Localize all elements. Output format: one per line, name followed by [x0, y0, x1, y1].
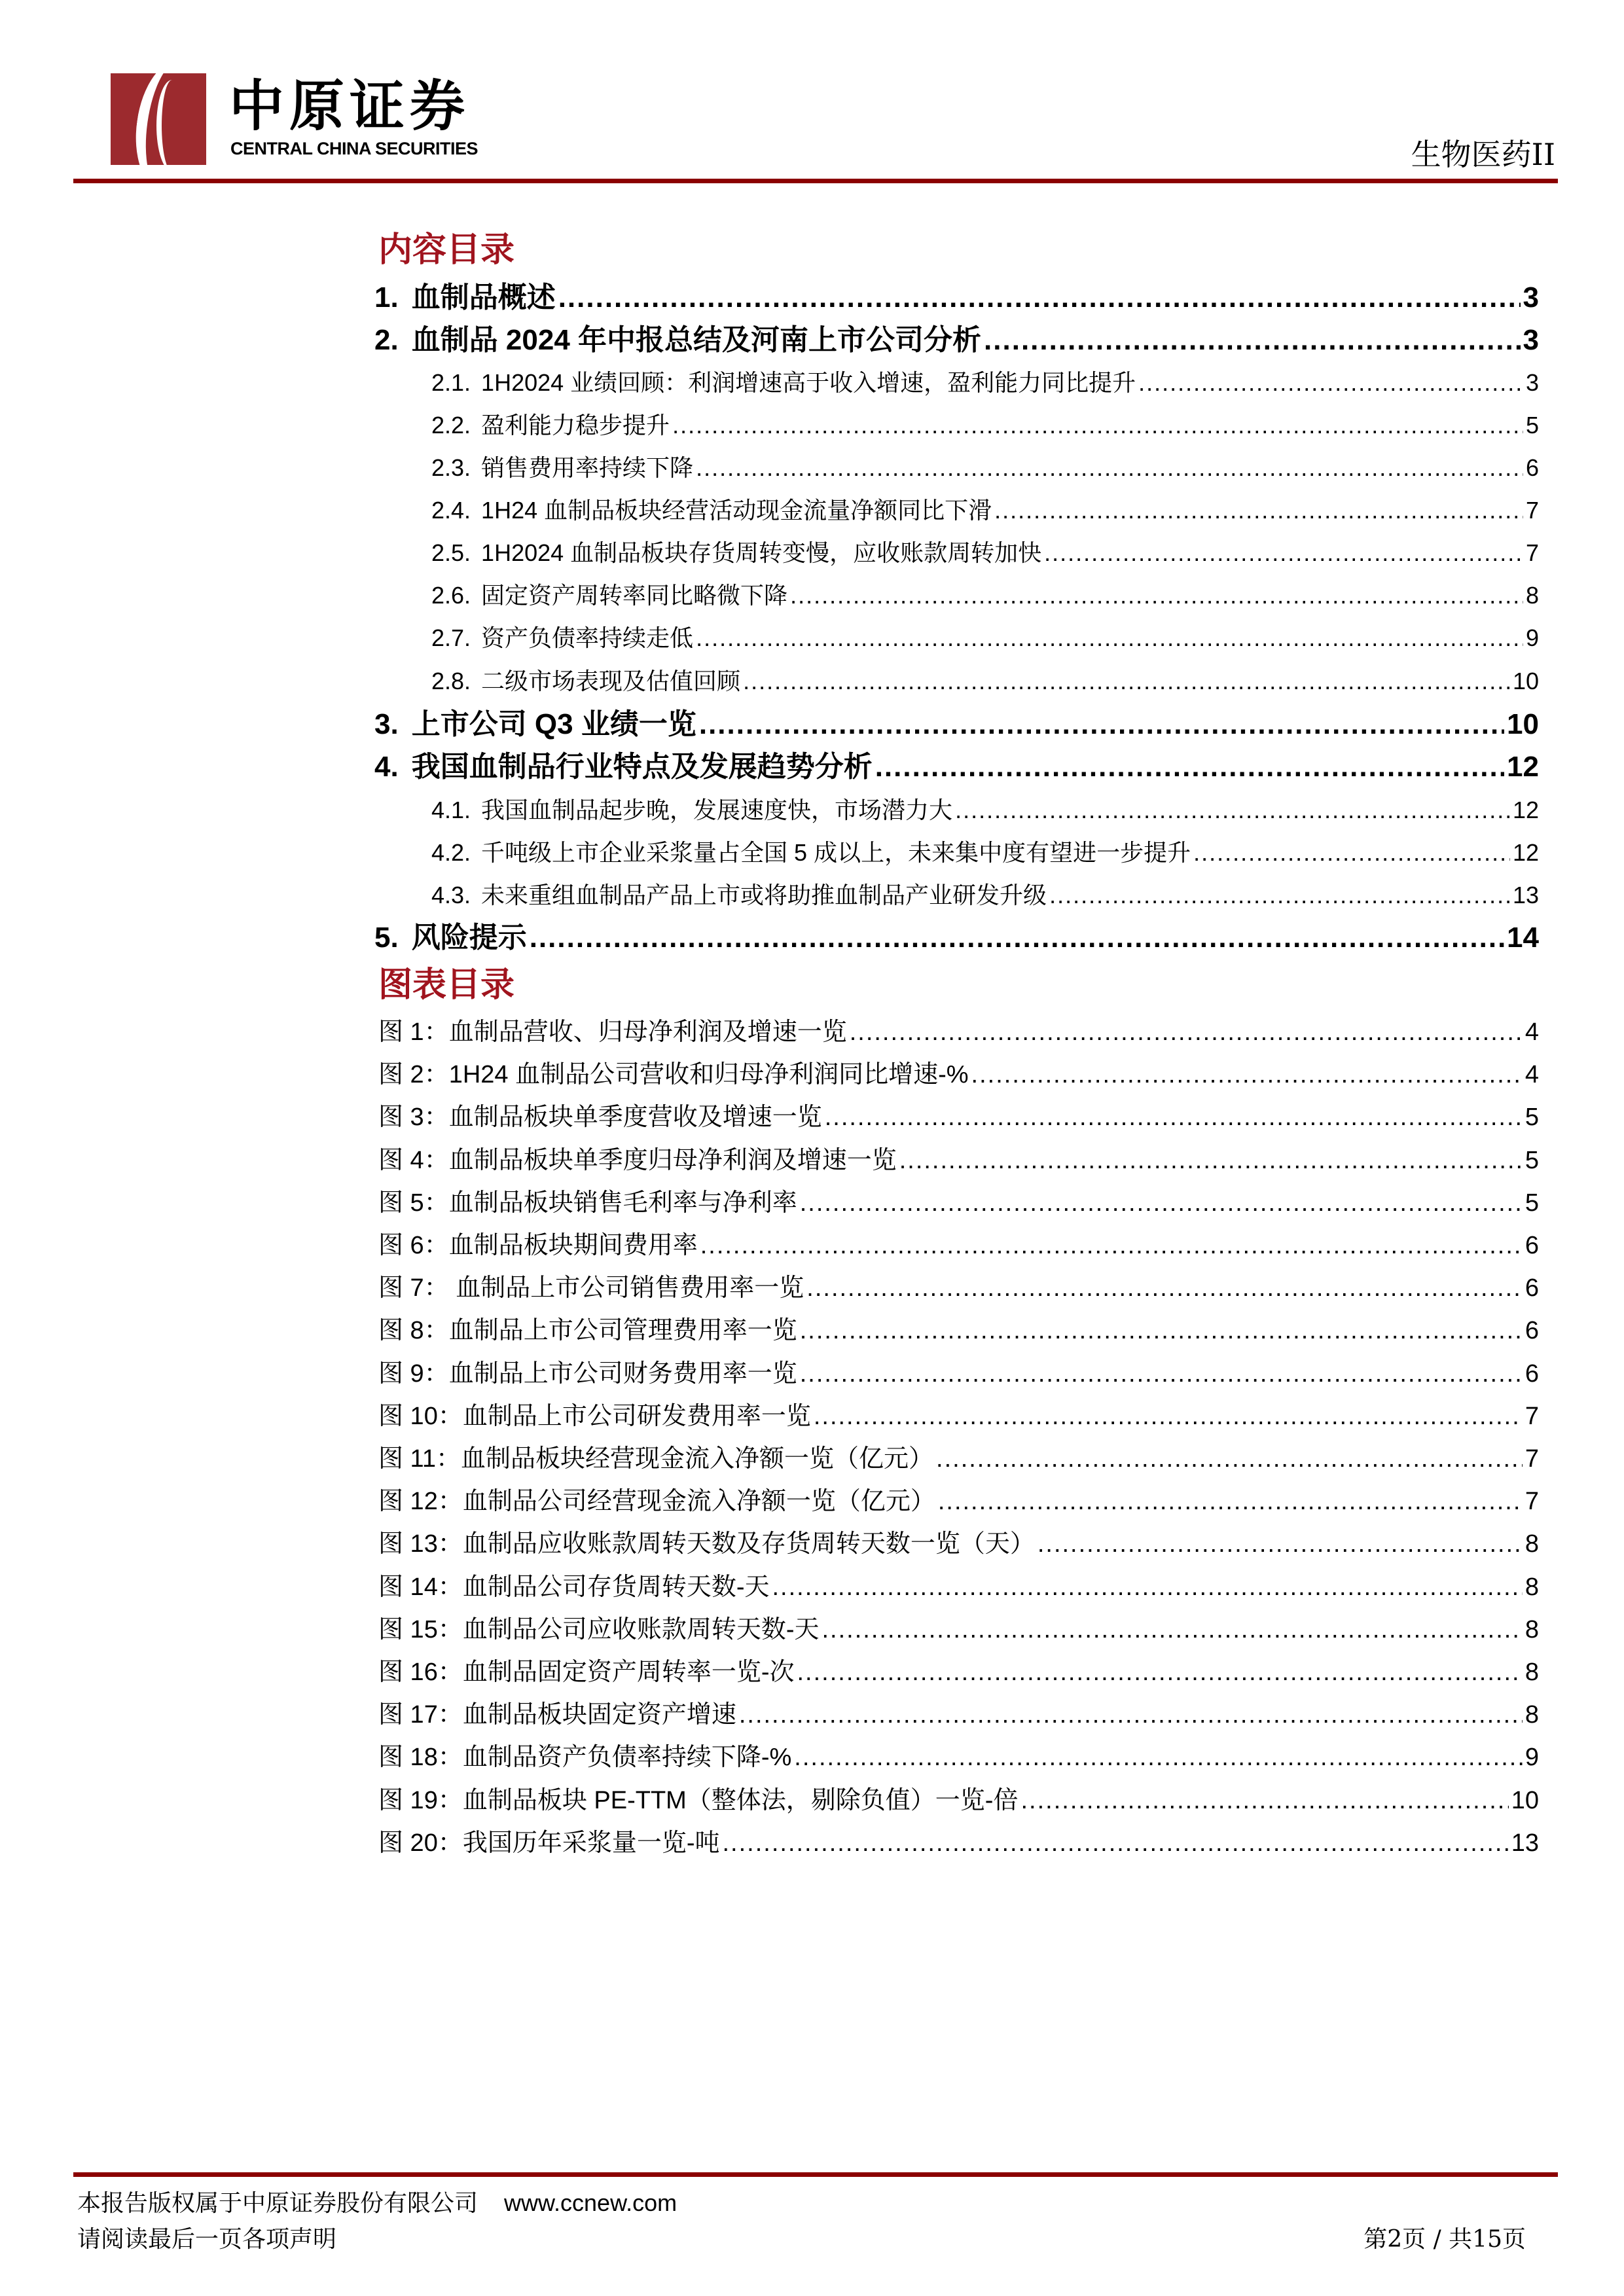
figure-entry-page: 7: [1525, 1488, 1539, 1516]
dot-leader: [558, 283, 1521, 312]
toc-entry-title: 二级市场表现及估值回顾: [481, 668, 741, 695]
figure-entry-title: 图 14：血制品公司存货周转天数-天: [378, 1573, 770, 1601]
dot-leader: [971, 1062, 1523, 1087]
company-logo: [111, 73, 206, 165]
toc-entry[interactable]: [431, 626, 1539, 650]
report-section: 生物医药II: [1411, 137, 1555, 172]
figure-entry-title: 图 20：我国历年采浆量一览-吨: [378, 1829, 720, 1857]
dot-leader: [772, 1575, 1522, 1600]
toc-entry-title: 资产负债率持续走低: [481, 624, 694, 652]
figure-entry[interactable]: [378, 1062, 1539, 1087]
figure-entry-page: 8: [1525, 1573, 1539, 1601]
figure-entry-page: 6: [1525, 1232, 1539, 1259]
dot-leader: [1044, 541, 1523, 565]
dot-leader: [699, 710, 1504, 739]
toc-entry-page: 12: [1512, 839, 1539, 867]
toc-entry-title: 上市公司 Q3 业绩一览: [411, 708, 696, 740]
figure-entry-title: 图 11：血制品板块经营现金流入净额一览（亿元）: [378, 1445, 934, 1473]
figure-entry-title: 图 2：1H24 血制品公司营收和归母净利润同比增速-%: [378, 1061, 969, 1089]
toc-entry-page: 3: [1523, 281, 1539, 314]
figure-entry-page: 4: [1525, 1061, 1539, 1089]
figure-entry[interactable]: [378, 1532, 1539, 1556]
toc-entry-number: 2.1.: [431, 369, 471, 397]
toc-entry-title: 我国血制品行业特点及发展趋势分析: [411, 750, 873, 783]
figure-entry[interactable]: [378, 1446, 1539, 1471]
figure-entry-page: 8: [1525, 1615, 1539, 1643]
figure-entry-page: 13: [1511, 1829, 1539, 1857]
toc-entry-title: 我国血制品起步晚，发展速度快，市场潜力大: [481, 797, 953, 824]
dot-leader: [806, 1276, 1523, 1300]
figure-entry-title: 图 18：血制品资产负债率持续下降-%: [378, 1744, 792, 1772]
dot-leader: [1193, 841, 1510, 865]
figure-entry[interactable]: [378, 1831, 1539, 1856]
figure-entry-title: 图 16：血制品固定资产周转率一览-次: [378, 1659, 795, 1686]
toc-entry[interactable]: [431, 584, 1539, 607]
toc-entry-title: 血制品概述: [411, 281, 556, 314]
figure-entry-page: 6: [1525, 1317, 1539, 1345]
toc-entry-page: 12: [1512, 797, 1539, 824]
figure-entry[interactable]: [378, 1233, 1539, 1258]
copyright-text: 本报告版权属于中原证券股份有限公司: [77, 2190, 478, 2217]
figure-entry[interactable]: [378, 1575, 1539, 1600]
figure-entry-page: 6: [1525, 1359, 1539, 1388]
figure-entry-title: 图 19：血制品板块 PE-TTM（整体法，剔除负值）一览-倍: [378, 1786, 1019, 1814]
toc-entry-title: 未来重组血制品产品上市或将助推血制品产业研发升级: [481, 882, 1047, 909]
toc-entry[interactable]: [431, 456, 1539, 480]
figure-entry[interactable]: [378, 1660, 1539, 1685]
toc-entry[interactable]: [431, 414, 1539, 437]
toc-entry[interactable]: [431, 670, 1539, 693]
figure-entry[interactable]: [378, 1745, 1539, 1770]
figure-entry-page: 6: [1525, 1274, 1539, 1302]
figure-entry-title: 图 5：血制品板块销售毛利率与净利率: [378, 1189, 797, 1217]
figure-entry-title: 图 4：血制品板块单季度归母净利润及增速一览: [378, 1146, 897, 1174]
toc-entry-title: 1H2024 业绩回顾：利润增速高于收入增速，盈利能力同比提升: [481, 369, 1136, 397]
toc-entry-number: 5.: [374, 921, 399, 954]
toc-entry-title: 1H2024 血制品板块存货周转变慢，应收账款周转加快: [481, 539, 1042, 567]
toc-entry-title: 风险提示: [411, 921, 527, 954]
figure-entry-title: 图 13：血制品应收账款周转天数及存货周转天数一览（天）: [378, 1530, 1035, 1558]
dot-leader: [696, 626, 1523, 650]
figure-entry[interactable]: [378, 1191, 1539, 1215]
toc-entry[interactable]: [374, 283, 1539, 312]
toc-entry[interactable]: [431, 499, 1539, 522]
toc-entry[interactable]: [374, 323, 1539, 356]
figure-entry-page: 7: [1525, 1445, 1539, 1473]
figure-entry-title: 图 10：血制品上市公司研发费用率一览: [378, 1402, 811, 1430]
toc-entry-number: 2.5.: [431, 539, 471, 567]
figure-entry-title: 图 17：血制品板块固定资产增速: [378, 1701, 736, 1729]
dot-leader: [672, 414, 1523, 437]
toc-entry-number: 2.3.: [431, 454, 471, 482]
toc-entry-number: 1.: [374, 281, 399, 314]
header-rule: [73, 179, 1558, 183]
dot-leader: [722, 1831, 1508, 1856]
figure-entry-title: 图 1：血制品营收、归母净利润及增速一览: [378, 1018, 847, 1046]
footer-copyright: [77, 2185, 677, 2218]
figure-entry-title: 图 9：血制品上市公司财务费用率一览: [378, 1359, 797, 1388]
toc-entry-number: 2.7.: [431, 624, 471, 652]
figure-entry-page: 5: [1525, 1146, 1539, 1174]
dot-leader: [899, 1148, 1523, 1173]
toc-entry-title: 盈利能力稳步提升: [481, 412, 670, 439]
toc-entry-page: 8: [1525, 582, 1539, 609]
figure-entry-title: 图 6：血制品板块期间费用率: [378, 1232, 698, 1259]
dot-leader: [530, 924, 1504, 952]
toc-entry-page: 7: [1525, 497, 1539, 524]
toc-entry-title: 1H24 血制品板块经营活动现金流量净额同比下滑: [481, 497, 992, 524]
toc-entry-page: 13: [1512, 882, 1539, 909]
toc-entry-page: 3: [1525, 369, 1539, 397]
figure-entry-title: 图 3：血制品板块单季度营收及增速一览: [378, 1103, 822, 1132]
toc-entry[interactable]: [431, 541, 1539, 565]
toc-entry[interactable]: [374, 750, 1539, 783]
figure-entry-page: 10: [1511, 1786, 1539, 1814]
figure-entry[interactable]: [378, 1276, 1539, 1300]
toc-entry-number: 2.: [374, 323, 399, 356]
figure-entry-page: 5: [1525, 1103, 1539, 1132]
toc-entry-page: 10: [1507, 708, 1539, 740]
toc-entry[interactable]: [431, 371, 1539, 395]
toc-entry-title: 销售费用率持续下降: [481, 454, 694, 482]
toc-entry-page: 12: [1507, 750, 1539, 783]
toc-entry-page: 6: [1525, 454, 1539, 482]
toc-entry-number: 2.2.: [431, 412, 471, 439]
dot-leader: [875, 753, 1504, 781]
figure-entry-page: 8: [1525, 1530, 1539, 1558]
dot-leader: [936, 1446, 1523, 1471]
dot-leader: [1038, 1532, 1523, 1556]
brand-name-en: CENTRAL CHINA SECURITIES: [230, 139, 478, 158]
dot-leader: [800, 1191, 1523, 1215]
dot-leader: [797, 1660, 1522, 1685]
dot-leader: [1020, 1788, 1508, 1813]
dot-leader: [700, 1233, 1523, 1258]
toc-entry-number: 4.: [374, 750, 399, 783]
toc-entry-page: 7: [1525, 539, 1539, 567]
dot-leader: [955, 798, 1510, 822]
figure-entry[interactable]: [378, 1489, 1539, 1514]
dot-leader: [790, 584, 1523, 607]
toc-entry[interactable]: [431, 884, 1539, 907]
toc-entry-number: 2.6.: [431, 582, 471, 609]
figure-entry[interactable]: [378, 1702, 1539, 1727]
figure-entry-page: 9: [1525, 1744, 1539, 1772]
dot-leader: [696, 456, 1523, 480]
toc-entry[interactable]: [374, 710, 1539, 739]
figure-entry-page: 8: [1525, 1659, 1539, 1686]
dot-leader: [938, 1489, 1523, 1514]
toc-entry-number: 4.3.: [431, 882, 471, 909]
toc-entry-page: 14: [1507, 921, 1539, 954]
figure-entry[interactable]: [378, 1148, 1539, 1173]
toc-entry-number: 3.: [374, 708, 399, 740]
page-indicator: 第2页 / 共15页: [1363, 2226, 1526, 2253]
toc-entry-title: 固定资产周转率同比略微下降: [481, 582, 788, 609]
figure-entry-page: 5: [1525, 1189, 1539, 1217]
toc-entry-number: 2.8.: [431, 668, 471, 695]
dot-leader: [984, 326, 1520, 355]
toc-entry-number: 2.4.: [431, 497, 471, 524]
toc-entry-page: 10: [1512, 668, 1539, 695]
toc-heading: 内容目录: [378, 230, 515, 270]
toc-entry-title: 血制品 2024 年中报总结及河南上市公司分析: [411, 323, 982, 356]
toc-entry-number: 4.2.: [431, 839, 471, 867]
dot-leader: [739, 1702, 1523, 1727]
figures-heading: 图表目录: [378, 965, 515, 1005]
figure-entry[interactable]: [378, 1318, 1539, 1343]
figure-entry[interactable]: [378, 1105, 1539, 1130]
toc-entry-title: 千吨级上市企业采浆量占全国 5 成以上，未来集中度有望进一步提升: [481, 839, 1191, 867]
toc-entry[interactable]: [374, 921, 1539, 954]
dot-leader: [994, 499, 1523, 522]
toc-entry[interactable]: [431, 798, 1539, 822]
figure-entry[interactable]: [378, 1617, 1539, 1642]
dot-leader: [794, 1745, 1523, 1770]
figure-entry[interactable]: [378, 1361, 1539, 1386]
figure-entry-title: 图 12：血制品公司经营现金流入净额一览（亿元）: [378, 1488, 935, 1516]
figure-entry[interactable]: [378, 1788, 1539, 1813]
dot-leader: [1049, 884, 1510, 907]
toc-entry[interactable]: [431, 841, 1539, 865]
figure-entry-page: 4: [1525, 1018, 1539, 1046]
toc-entry-number: 4.1.: [431, 797, 471, 824]
figure-entry-page: 7: [1525, 1402, 1539, 1430]
website-link[interactable]: www.ccnew.com: [504, 2189, 677, 2216]
dot-leader: [825, 1105, 1523, 1130]
figure-entry-title: 图 7： 血制品上市公司销售费用率一览: [378, 1274, 804, 1302]
dot-leader: [814, 1404, 1523, 1429]
figure-entry-title: 图 8：血制品上市公司管理费用率一览: [378, 1317, 797, 1345]
dot-leader: [800, 1361, 1523, 1386]
dot-leader: [800, 1318, 1523, 1343]
figure-entry[interactable]: [378, 1020, 1539, 1045]
toc-entry-page: 9: [1525, 624, 1539, 652]
footer-disclaimer: 请阅读最后一页各项声明: [77, 2226, 337, 2253]
toc-entry-page: 5: [1525, 412, 1539, 439]
figure-entry[interactable]: [378, 1404, 1539, 1429]
dot-leader: [743, 670, 1510, 693]
dot-leader: [1138, 371, 1523, 395]
figure-entry-page: 8: [1525, 1701, 1539, 1729]
figure-entry-title: 图 15：血制品公司应收账款周转天数-天: [378, 1615, 820, 1643]
brand-name-cn: 中原证券: [229, 73, 471, 138]
dot-leader: [850, 1020, 1523, 1045]
footer-rule: [73, 2172, 1558, 2177]
toc-entry-page: 3: [1523, 323, 1539, 356]
dot-leader: [821, 1617, 1522, 1642]
